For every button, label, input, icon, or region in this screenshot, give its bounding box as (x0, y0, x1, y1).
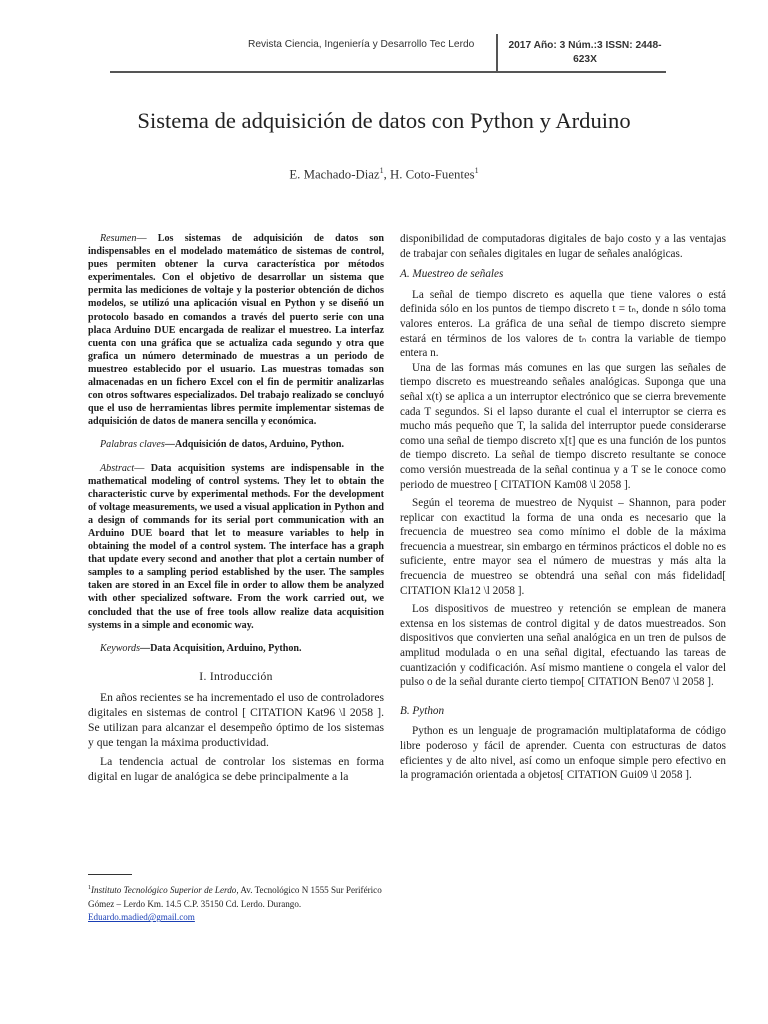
intro-paragraph-1: En años recientes se ha incrementado el uso de controladores digitales en sistemas de control [ CITATION Kat96 \l 2058 ]. Se utilizan para alcanzar el desempeño óptimo de los sistemas y que tengan la máxima productividad. (88, 690, 384, 749)
paper-title: Sistema de adquisición de datos con Python y Arduino (137, 108, 631, 133)
resumen-dash: — (136, 233, 158, 244)
intro-heading: I. Introducción (199, 669, 273, 683)
section-b-paragraph-1: Python es un lenguaje de programación multiplataforma de código libre poderoso y fácil de aprender. Cuenta con estructuras de datos eficientes y de alto nivel, así como un enfoque simple pero efectivo en la programación orientada a objetos[ CITATION Gui09 \l 2058 ]. (400, 725, 726, 782)
keywords-dash: — (140, 642, 151, 654)
section-a-heading: A. Muestreo de señales (400, 268, 504, 281)
introduction-section (88, 669, 384, 784)
palabras-dash: — (164, 439, 175, 451)
journal-header (0, 30, 768, 72)
header-rule (110, 71, 666, 73)
keywords-line (88, 642, 384, 655)
intro-paragraph-2: La tendencia actual de controlar los sistemas en forma digital en lugar de analógica se debe principalmente a la (88, 754, 384, 783)
header-divider (496, 34, 498, 72)
affiliation-footnote (88, 882, 388, 925)
issue-info: 2017 Año: 3 Núm.:3 ISSN: 2448-623X (508, 40, 662, 65)
author-1-affiliation: 1 (379, 166, 384, 175)
resumen-paragraph (88, 232, 384, 428)
section-a-paragraph-3: Según el teorema de muestreo de Nyquist – Shannon, para poder replicar con exactitud la forma de una onda es necesario que la frecuencia de muestreo sea como mínimo el doble de la máxima frecuencia a muestrear, sin embargo en términos prácticos el doble no es suficiente, entre mayor sea el número de muestras y más alta la frecuencia de muestreo se obtendrá una señal con más fidelidad[ CITATION Kla12 \l 2058 ]. (400, 497, 726, 597)
author-separator: , (383, 167, 391, 182)
palabras-label: Palabras claves (100, 439, 165, 451)
keywords-text: Data Acquisition, Arduino, Python. (150, 642, 302, 654)
author-2-affiliation: 1 (474, 166, 479, 175)
footnote-marker: 1 (88, 885, 91, 891)
footnote-rule (88, 874, 132, 875)
keywords-label: Keywords (100, 642, 141, 654)
author-1: E. Machado-Diaz (289, 167, 380, 182)
section-b-heading: B. Python (400, 704, 445, 717)
resumen-label: Resumen (100, 233, 137, 244)
author-2: H. Coto-Fuentes (390, 167, 475, 182)
abstract-text: Data acquisition systems are indispensable in the mathematical modeling of control systems. They let to obtain the characteristic curve by experimental methods. For the development of voltage measurements, we used a visual application in Python and a design of commands for its serial port communication with an Arduino DUE board that let to measure variables to help in obtaining the model of a control system. The interface has a graph that update every second and another that plot a certain number of samples to a sampling period established by the user. The samples taken are stored in an Excel file in order to allow them be analyzed with other specialized software. From the work carried out, we concluded that the use of free tools allow realize data acquisition systems in a simple and economic way. (88, 462, 384, 631)
footnote-address: Av. Tecnológico N 1555 Sur Periférico Gómez – Lerdo Km. 14.5 C.P. 35150 Cd. Lerdo. Durango. (88, 885, 382, 909)
journal-name: Revista Ciencia, Ingeniería y Desarrollo Tec Lerdo (248, 39, 475, 50)
resumen-text: Los sistemas de adquisición de datos son indispensables en el modelado matemático de sistemas de control, pues permiten obtener la curva característica por métodos experimentales. Con el objetivo de desarrollar un sistema que permita las mediciones de voltaje y la posterior obtención de dichos modelos, se utilizó una aplicación visual en Python y se diseñó un protocolo basado en comandos a través del puerto serie con una placa Arduino DUE encargada de realizar el muestreo. La interfaz cuenta con una gráfica que se actualiza cada segundo y otra que grafica un número determinado de muestras a un periodo de muestreo establecido por el usuario. Las muestras tomadas son almacenadas en un fichero Excel con el fin de permitir analizarlas con otros softwares especializados. Del trabajo realizado se concluyó que el uso de herramientas libres permite implementar sistemas de adquisición de datos de manera sencilla y económica. (88, 233, 384, 428)
right-column (400, 232, 726, 783)
footnote-institution: Instituto Tecnológico Superior de Lerdo, (91, 885, 239, 896)
left-column (88, 232, 384, 784)
section-a-paragraph-4: Los dispositivos de muestreo y retención se emplean de manera extensa en los sistemas de control digital y de datos muestreados. Son dispositivos que convierten una señal analógica en un tren de pulsos de amplitud modulada o en una señal digital, efectuando las tareas de cuantización y codificación. Así mismo mantiene o congela el valor del pulso o de la señal durante cierto tiempo[ CITATION Ben07 \l 2058 ]. (400, 603, 726, 689)
right-paragraph-0: disponibilidad de computadoras digitales de bajo costo y a las ventajas de trabajar con señales digitales en lugar de señales analógicas. (400, 233, 726, 260)
abstract-paragraph (88, 462, 384, 632)
section-a-paragraph-1: La señal de tiempo discreto es aquella que tiene valores o está definida sólo en los puntos de tiempo discreto t = tₙ, donde n sólo toma valores enteros. La gráfica de una señal de tiempo discreto siempre estará en términos de los valores de tₙ contra la variable de tiempo entera n. (400, 288, 726, 360)
section-a-paragraph-2: Una de las formas más comunes en las que surgen las señales de tiempo discreto es muestreando señales analógicas. Suponga que una señal x(t) se aplica a un interruptor electrónico que se cierra brevemente cada T segundos. Si el lapso durante el cual el interruptor se cierra es mucho más pequeño que T, la salida del interruptor puede considerarse como una señal de tiempo discreto x[t] que es una función de los puntos de tiempo discreto. La señal de tiempo discreto resultante se conoce como versión muestreada de la señal continua y a T se le conoce como periodo de muestreo [ CITATION Kam08 \l 2058 ]. (400, 361, 726, 491)
author-email-link[interactable]: Eduardo.madied@gmail.com (88, 912, 195, 923)
abstract-dash: — (134, 462, 151, 474)
palabras-text: Adquisición de datos, Arduino, Python. (174, 439, 344, 451)
abstract-label: Abstract (100, 462, 135, 474)
palabras-claves (88, 438, 384, 451)
author-line (0, 166, 768, 182)
